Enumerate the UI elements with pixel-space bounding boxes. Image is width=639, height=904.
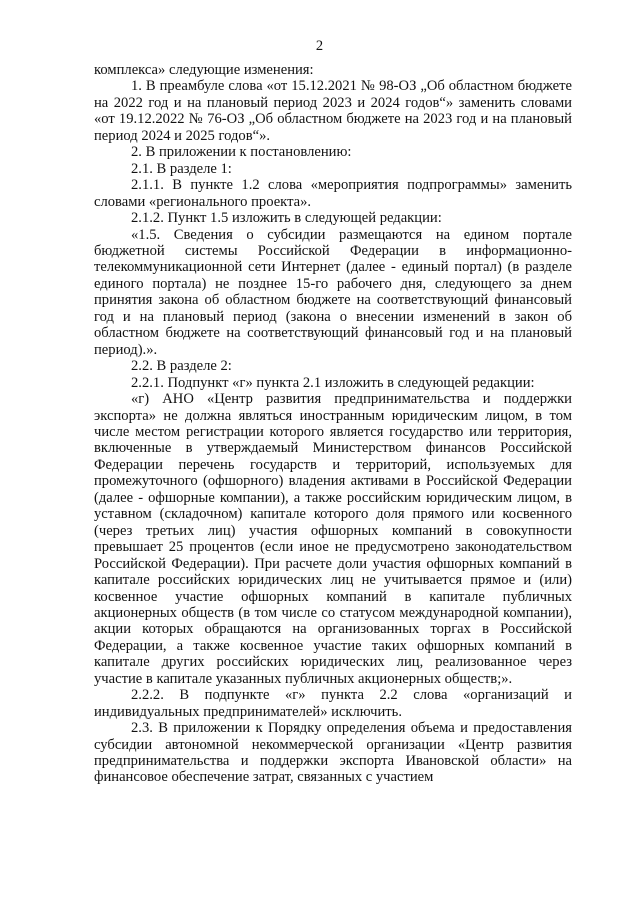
- paragraph-item-2-1-1: 2.1.1. В пункте 1.2 слова «мероприятия подпрограммы» заменить словами «регионального проекта».: [94, 177, 572, 210]
- paragraph-item-2-2-2: 2.2.2. В подпункте «г» пункта 2.2 слова «организаций и индивидуальных предпринимателей» исключить.: [94, 687, 572, 720]
- paragraph-quoted-1-5: «1.5. Сведения о субсидии размещаются на едином портале бюджетной системы Российской Федерации в информационно-телекоммуникационной сети Интернет (далее - единый портал) (в разделе единого портала) не позднее 15-го рабочего дня, следующего за днем принятия закона об областном бюджете на соответствующий финансовый год и на плановый период (закона о внесении изменений в закон об областном бюджете на соответствующий финансовый год и на плановый период).».: [94, 226, 572, 358]
- paragraph-item-1: 1. В преамбуле слова «от 15.12.2021 № 98-ОЗ „Об областном бюджете на 2022 год и на плановый период 2023 и 2024 годов“» заменить словами «от 19.12.2022 № 76-ОЗ „Об областном бюджете на 2023 год и на плановый период 2024 и 2025 годов“».: [94, 78, 572, 144]
- paragraph-item-2-2: 2.2. В разделе 2:: [131, 358, 232, 375]
- paragraph-item-2-1: 2.1. В разделе 1:: [131, 160, 232, 177]
- paragraph-item-2-1-2: 2.1.2. Пункт 1.5 изложить в следующей редакции:: [131, 210, 442, 227]
- paragraph-item-2: 2. В приложении к постановлению:: [131, 144, 352, 161]
- paragraph-item-2-2-1: 2.2.1. Подпункт «г» пункта 2.1 изложить в следующей редакции:: [131, 374, 535, 391]
- page-number: 2: [315, 38, 324, 54]
- paragraph-item-2-3: 2.3. В приложении к Порядку определения объема и предоставления субсидии автономной некоммерческой организации «Центр развития предпринимательства и поддержки экспорта Ивановской области» на финансовое обеспечение затрат, связанных с участием: [94, 720, 572, 786]
- paragraph-quoted-g: «г) АНО «Центр развития предпринимательства и поддержки экспорта» не должна являться иностранным юридическим лицом, в том числе местом регистрации которого является государство или территория, включенные в утверждаемый Министерством финансов Российской Федерации перечень государств и территорий, используемых для промежуточного (офшорного) владения активами в Российской Федерации (далее - офшорные компании), а также российским юридическим лицом, в уставном (складочном) капитале которого доля прямого или косвенного (через третьих лиц) участия офшорных компаний в совокупности превышает 25 процентов (если иное не предусмотрено законодательством Российской Федерации). При расчете доли участия офшорных компаний в капитале российских юридических лиц не учитывается прямое и (или) косвенное участие офшорных компаний в капитале публичных акционерных обществ (в том числе со статусом международной компании), акции которых обращаются на организованных торгах в Российской Федерации, а также косвенное участие таких офшорных компаний в капитале других российских юридических лиц, реализованное через участие в капитале указанных публичных акционерных обществ;».: [94, 391, 572, 687]
- document-body: [94, 62, 572, 786]
- paragraph-continuation: комплекса» следующие изменения:: [94, 62, 314, 78]
